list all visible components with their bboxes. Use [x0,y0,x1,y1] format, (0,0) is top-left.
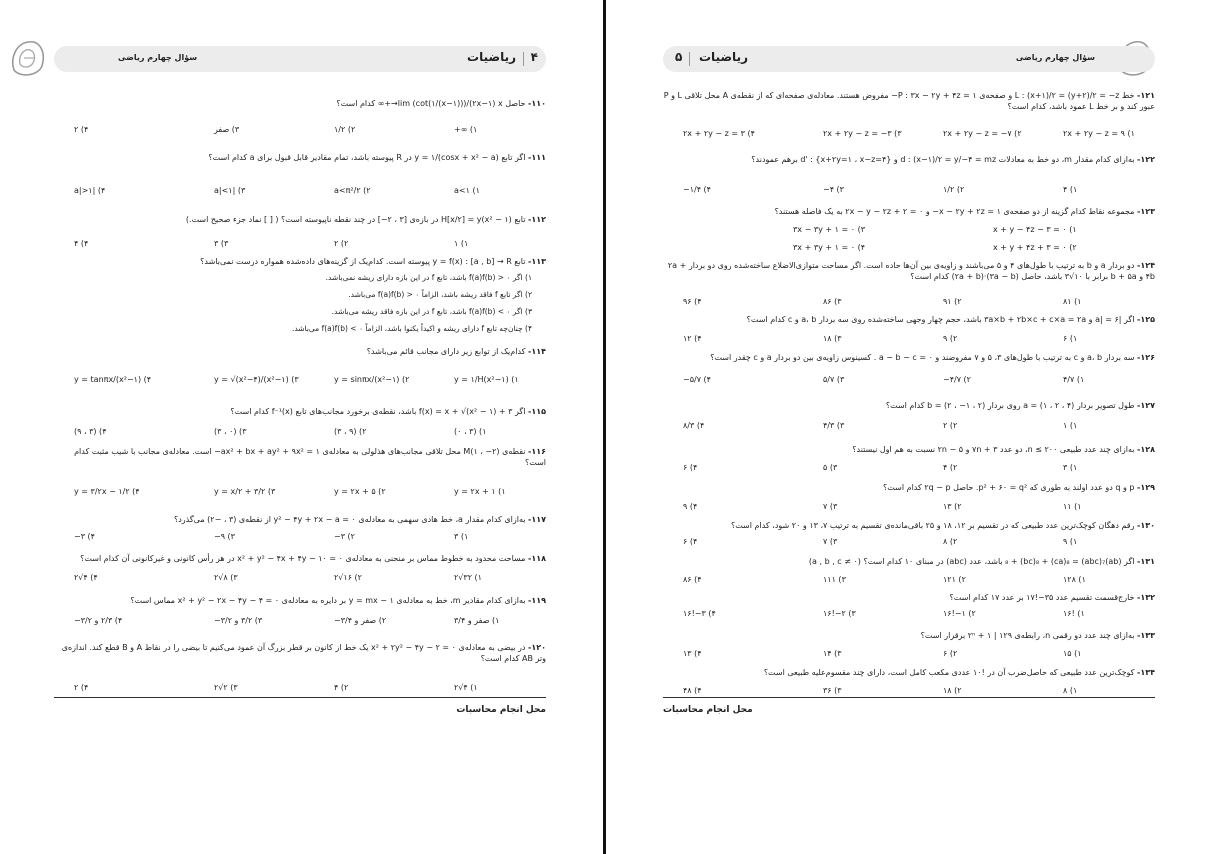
answer-option[interactable]: ۳) (۰ ، ۳) [214,427,247,436]
answer-option[interactable]: ۱) ۸۱ [1063,297,1082,306]
question-text: کدام‌یک از توابع زیر دارای مجانب قائم می‌باشد؟ [366,347,526,356]
question-number: ۱۱۸- [528,554,546,563]
answer-option[interactable]: ۳) ۸√۲ [214,573,238,582]
answer-option[interactable]: ۱) ۴/۷ [1063,375,1085,384]
question-text: نقطه‌ی M(۱ ، −۲) محل تلاقی مجانب‌های هذلولی به معادله‌ی ax² + bx + ay² + ۹x² = ۱− است. معادله‌ی مجانب با شیب مثبت کدام است؟ [74,447,546,467]
answer-option[interactable]: ۴) ۹ [683,502,698,511]
answer-option[interactable]: ۱) ۹ [1063,537,1078,546]
answer-option[interactable]: ۱) y = ۲x + ۱ [454,487,506,496]
answer-option[interactable]: ۳) ۵ [823,463,838,472]
answer-option[interactable]: ۴) ۸۶ [683,575,702,584]
answer-option[interactable]: ۲) ۴ [943,463,958,472]
answer-option[interactable]: ۱) ۶ [1063,334,1078,343]
question-text: مجموعه نقاط کدام گزینه از دو صفحه‌ی x − ۲y + ۲z = ۱− و ۲x − y − ۲z + ۲ = ۰ به یک فاصله هستند؟ [774,207,1135,216]
answer-option[interactable]: ۱) ۴ [1063,185,1078,194]
question-item [663,556,1155,567]
question-number: ۱۲۱- [1137,91,1155,100]
answer-option[interactable]: ۴) چنان‌چه تابع f دارای ریشه و اکیداً یکنوا باشد، الزاماً f(a)f(b) < ۰ می‌باشد. [291,324,532,333]
answer-option[interactable]: ۳) ۴/۳ [823,421,845,430]
left-page [0,0,604,854]
question-number: ۱۱۴- [528,347,546,356]
question-item [54,553,546,564]
question-item [663,352,1155,363]
answer-option[interactable]: ۴) ۲/۳ و ۳/۲− [74,616,123,625]
answer-option[interactable]: ۱) ∞+ [454,125,478,134]
answer-option[interactable]: ۲) y = sinπx/(x²−۱) [334,375,410,384]
question-text: مساحت محدود به خطوط مماس بر منحنی به معادله‌ی x² + y² − ۴x + ۴y − ۱۰ = ۰ در هر رأس کانونی و غیرکانونی آن کدام است؟ [80,554,526,563]
question-text: به‌ازای کدام مقادیر m، خط به معادله‌ی y = mx − ۱ بر دایره به معادله‌ی x² + y² − ۲x − ۴y − ۴ = ۰ مماس است؟ [130,596,526,605]
answer-option[interactable]: ۴) ۵/۷− [683,375,711,384]
answer-option[interactable]: ۱) صفر و ۳/۴ [454,616,500,625]
answer-option[interactable]: ۲) ۹۱ [943,297,962,306]
question-item [54,642,546,664]
bottom-rule [663,697,1155,698]
question-item [54,256,546,267]
question-number: ۱۱۹- [528,596,546,605]
answer-option[interactable]: ۴) y = ۳/۲x − ۱/۲ [74,487,140,496]
question-number: ۱۱۷- [528,515,546,524]
answer-option[interactable]: ۱) x + y − ۴z − ۳ = ۰ [993,225,1077,234]
question-number: ۱۳۰- [1137,521,1155,530]
answer-option[interactable]: ۳) صفر [214,125,240,134]
answer-option[interactable]: ۱) y = ۱/H(x²−۱) [454,375,519,384]
answer-option[interactable]: ۱) ۱۵ [1063,649,1082,658]
question-item [663,260,1155,282]
answer-option[interactable]: ۳) ۱۸ [823,334,842,343]
question-item [663,154,1155,165]
answer-option[interactable]: ۳) y = √(x²−۴)/(x²−۱) [214,375,299,384]
question-item [54,98,546,109]
answer-option[interactable]: ۴) ۴۸ [683,686,702,695]
question-item [663,206,1155,217]
answer-option[interactable]: ۳) اگر f(a)f(b) < ۰ باشد، تابع f در این بازه فاقد ریشه می‌باشد. [331,307,532,316]
answer-option[interactable]: ۲) (۹ ، ۳) [334,427,367,436]
answer-option[interactable]: ۲) ۲ [334,239,349,248]
question-item [54,406,546,417]
question-item [54,214,546,225]
answer-option[interactable]: ۳) ۷ [823,502,838,511]
header-divider [689,52,690,66]
question-number: ۱۲۹- [1137,483,1155,492]
answer-option[interactable]: ۱) ۱۱ [1063,502,1082,511]
question-text: تابع (۱ − x²)H[x/۲] = y در بازه‌ی [۳ ، ۲−] در چند نقطه ناپیوسته است؟ ( [ ] نماد جزء صحیح است.) [185,215,526,224]
question-text: رقم دهگان کوچک‌ترین عدد طبیعی که در تقسیم بر ۱۲، ۱۸ و ۲۵ باقی‌مانده‌ی تقسیم به ترتیب ۷، ۱۳ و ۲۰ شود، کدام است؟ [730,521,1135,530]
question-number: ۱۲۴- [1137,261,1155,270]
answer-option[interactable]: ۱) ۳ [454,532,469,541]
header-subject: ریاضیات [467,50,516,64]
answer-option[interactable]: ۴) y = tanπx/(x²−۱) [74,375,152,384]
answer-option[interactable]: ۳) ۲−!۱۶ [823,609,856,618]
question-item [663,482,1155,493]
question-number: ۱۳۲- [1137,593,1155,602]
answer-option[interactable]: ۴) ۹۶ [683,297,702,306]
answer-option[interactable]: ۳) ۳/۲ و ۳/۲− [214,616,263,625]
header-book-title: سؤال چهارم ریاضی [1015,53,1095,62]
question-text: به‌ازای کدام مقدار a، خط هادی سهمی به معادله‌ی y² − ۴y + ۲x − a = ۰ از نقطه‌ی (۳ ، −۲) می‌گذرد؟ [173,515,526,524]
answer-option[interactable]: ۴) ۸/۳ [683,421,705,430]
question-item [54,595,546,606]
answer-option[interactable]: ۲) ۹ [943,334,958,343]
answer-option[interactable]: ۲) ۲ [943,421,958,430]
answer-option[interactable]: ۴) ۳x + ۳y + ۱ = ۰ [793,243,865,252]
question-number: ۱۲۸- [1137,445,1155,454]
question-number: ۱۳۱- [1137,557,1155,566]
answer-option[interactable]: ۴) ۳− [74,532,95,541]
answer-option[interactable]: ۴) |a|>۱ [74,186,106,195]
answer-option[interactable]: ۳) |a|<۱ [214,186,246,195]
answer-option[interactable]: ۲) صفر و ۳/۴− [334,616,387,625]
answer-option[interactable]: ۲) y = ۲x + ۵ [334,487,386,496]
answer-option[interactable]: ۲) ۱۸ [943,686,962,695]
answer-option[interactable]: ۱) ۴√۲ [454,683,478,692]
answer-option[interactable]: ۱) !۱۶ [1063,609,1085,618]
bottom-rule [54,697,546,698]
answer-option[interactable]: ۳) ۹− [214,532,235,541]
question-item [54,514,546,525]
question-text: در بیضی به معادله‌ی x² + ۲y² − ۴y − ۲ = ۰ یک خط از کانون بر قطر بزرگ آن عمود می‌کنیم تا بیضی را در نقاط A و B قطع کند. اندازه‌ی وتر AB کدام است؟ [61,643,546,663]
answer-option[interactable]: ۴) ۴√۲ [74,573,98,582]
question-number: ۱۲۰- [528,643,546,652]
answer-option[interactable]: ۳) ۳ [214,239,229,248]
answer-option[interactable]: ۴) ۱۳ [683,649,702,658]
answer-option[interactable]: ۳) ۲x + ۲y − z = −۳ [823,129,902,138]
question-item [663,90,1155,112]
answer-option[interactable]: ۲) a<π²/۲ [334,186,371,195]
question-text: تابع y = f(x) : [a , b] → R پیوسته است. کدام‌یک از گزینه‌های داده‌شده همواره درست نمی‌باشد؟ [200,257,526,266]
header-divider [523,52,524,66]
question-text: کوچک‌ترین عدد طبیعی که حاصل‌ضرب آن در !۱۰ عددی مکعب کامل است، دارای چند مقسوم‌علیه طبیعی است؟ [763,668,1135,677]
question-item [663,314,1155,325]
question-text: اگر تابع y = ۱/(cosx + x² − a) در R پیوسته باشد، تمام مقادیر قابل قبول برای a کدام است؟ [208,153,526,162]
question-number: ۱۱۰- [528,99,546,108]
question-number: ۱۱۱- [528,153,546,162]
answer-option[interactable]: ۱) ۳ [1063,463,1078,472]
answer-option[interactable]: ۳) ۳x − ۳y + ۱ = ۰ [793,225,865,234]
question-number: ۱۲۵- [1137,315,1155,324]
answer-option[interactable]: ۳) ۳۶ [823,686,842,695]
page-header [663,46,1155,72]
footer-label: محل انجام محاسبات [456,705,546,715]
answer-option[interactable]: ۴) ۲ [74,683,89,692]
answer-option[interactable]: ۱) اگر f(a)f(b) > ۰ باشد، تابع f در این بازه دارای ریشه نمی‌باشد. [325,273,532,282]
answer-option[interactable]: ۴) ۱۲ [683,334,702,343]
answer-option[interactable]: ۲) x + y + ۴z + ۳ = ۰ [993,243,1077,252]
answer-option[interactable]: ۱) ۸ [1063,686,1078,695]
answer-option[interactable]: ۲) ۸ [943,537,958,546]
question-item [663,592,1155,603]
publisher-logo-icon [6,36,50,80]
answer-option[interactable]: ۳) y = x/۲ + ۳/۲ [214,487,276,496]
answer-option[interactable]: ۳) ۱۱۱ [823,575,846,584]
answer-option[interactable]: ۴) ۱/۴− [683,185,711,194]
answer-option[interactable]: ۴) (۳ ، ۹) [74,427,107,436]
answer-option[interactable]: ۲) ۱۶√۲ [334,573,362,582]
question-number: ۱۱۵- [528,407,546,416]
answer-option[interactable]: ۴) ۲x + ۲y − z = ۳ [683,129,755,138]
answer-option[interactable]: ۲) ۱۲۱ [943,575,966,584]
answer-option[interactable]: ۲) ۱۳ [943,502,962,511]
answer-option[interactable]: ۲) ۱/۲ [943,185,965,194]
question-item [663,630,1155,641]
answer-option[interactable]: ۱) ۳۲√۲ [454,573,482,582]
question-text: به‌ازای کدام مقدار m، دو خط به معادلات d : (x−۱)/۲ = y/−۴ = mz و d' : {x+۲y=۱ ، x−z=۴} برهم عمودند؟ [751,155,1135,164]
question-text: اگر |a| = ۶ و ۳a×b + ۲b×c + c×a = ۲a باشد، حجم چهار وجهی ساخته‌شده روی سه بردار a، b و c کدام است؟ [746,315,1135,324]
answer-option[interactable]: ۲) ۲x + ۲y − z = −۷ [943,129,1022,138]
question-number: ۱۳۳- [1137,631,1155,640]
question-number: ۱۱۳- [528,257,546,266]
answer-option[interactable]: ۳) ۵/۷ [823,375,845,384]
question-text: دو بردار a و b به ترتیب با طول‌های ۴ و ۵ می‌باشند و زاویه‌ی بین آن‌ها حاده است. اگر مساحت متوازی‌الاضلاع ساخته‌شده روی دو بردار ۲a + ۴b و b + ۵a برابر با ۱۰√۳ باشد، حاصل (۳a − b)·(۲a + b) کدام است؟ [667,261,1155,281]
header-page-number: ۵ [675,50,683,64]
answer-option[interactable]: ۱) ۱ [454,239,469,248]
question-text: سه بردار a، b و c به ترتیب با طول‌های ۳، ۵ و ۷ مفروضند و a − b − c = ۰ . کسینوس زاویه‌ی بین دو بردار a و c چقدر است؟ [710,353,1135,362]
header-subject: ریاضیات [699,50,748,64]
header-page-number: ۴ [530,50,538,64]
question-text: خط L : (x+۱)/۲ = (y+۲)/۲ = −z و صفحه‌ی P : ۳x − ۲y + ۴z = ۱− مفروض هستند. معادله‌ی صفحه‌ای که از نقطه‌ی A محل تلاقی L و P عبور کند و بر خط L عمود باشد، کدام است؟ [663,91,1155,111]
answer-option[interactable]: ۳) ۲√۲ [214,683,238,692]
answer-option[interactable]: ۲) ۶ [943,649,958,658]
question-item [54,152,546,163]
question-text: حاصل lim (cot(۱/(x−۱)))/(۲x−۱) x→+∞ کدام است؟ [336,99,526,108]
question-item [663,520,1155,531]
question-number: ۱۲۳- [1137,207,1155,216]
page-header [54,46,546,72]
answer-option[interactable]: ۴) ۳−!۱۶ [683,609,716,618]
answer-option[interactable]: ۴) ۴ [74,239,89,248]
question-text: p و q دو عدد اولند به طوری که p² + ۶۰ = q². حاصل ۲q − p کدام است؟ [883,483,1135,492]
question-text: به‌ازای چند عدد دو رقمی n، رابطه‌ی ۱۲۹ | ۱ + ۲ⁿ برقرار است؟ [920,631,1135,640]
question-item [663,667,1155,678]
answer-option[interactable]: ۳) ۸۶ [823,297,842,306]
question-text: اگر (ab)₈ + (bc)₈ + (ca)₈ = (abc)₇ باشد، عدد (abc) در مبنای ۱۰ کدام است؟ (a , b , c ≠ ۰) [808,557,1135,566]
question-number: ۱۲۷- [1137,401,1155,410]
question-number: ۱۱۶- [528,447,546,456]
answer-option[interactable]: ۴) ۶ [683,537,698,546]
question-number: ۱۳۴- [1137,668,1155,677]
answer-option[interactable]: ۴) ۶ [683,463,698,472]
answer-option[interactable]: ۲) ۴ [334,683,349,692]
right-page [605,0,1209,854]
answer-option[interactable]: ۱) (۳ ، ۰) [454,427,487,436]
header-book-title: سؤال چهارم ریاضی [118,53,198,62]
answer-option[interactable]: ۳) ۱۴ [823,649,842,658]
answer-option[interactable]: ۱) a<۱ [454,186,480,195]
answer-option[interactable]: ۲) اگر تابع f فاقد ریشه باشد، الزاماً f(a)f(b) > ۰ می‌باشد. [348,290,532,299]
question-item [54,446,546,468]
answer-option[interactable]: ۳) ۴− [823,185,844,194]
answer-option[interactable]: ۲) ۴/۷− [943,375,971,384]
question-text: اگر f(x) = x + √(x² − ۱) + ۳ باشد، نقطه‌ی برخورد مجانب‌های تابع f⁻¹(x) کدام است؟ [230,407,526,416]
question-number: ۱۱۲- [528,215,546,224]
footer-label: محل انجام محاسبات [663,705,753,715]
answer-option[interactable]: ۲) ۱−!۱۶ [943,609,976,618]
question-text: خارج‌قسمت تقسیم عدد ۳۵−!۱۷ بر عدد ۱۷ کدام است؟ [949,593,1135,602]
question-item [663,400,1155,411]
answer-option[interactable]: ۲) ۱/۲ [334,125,356,134]
question-item [663,444,1155,455]
question-number: ۱۲۶- [1137,353,1155,362]
answer-option[interactable]: ۱) ۱۲۸ [1063,575,1086,584]
answer-option[interactable]: ۱) ۱ [1063,421,1078,430]
answer-option[interactable]: ۱) ۲x + ۲y − z = ۹ [1063,129,1135,138]
question-item [54,346,546,357]
answer-option[interactable]: ۴) ۲ [74,125,89,134]
question-text: طول تصویر بردار (۴ ، ۲ ، ۱) = a روی بردار (۲ ، ۱− ، ۲) = b کدام است؟ [885,401,1135,410]
answer-option[interactable]: ۲) ۳− [334,532,355,541]
answer-option[interactable]: ۳) ۷ [823,537,838,546]
question-number: ۱۲۲- [1137,155,1155,164]
question-text: به‌ازای چند عدد طبیعی n ≤ ۲۰۰، دو عدد ۷n + ۳ و ۲n − ۵ نسبت به هم اول نیستند؟ [852,445,1135,454]
